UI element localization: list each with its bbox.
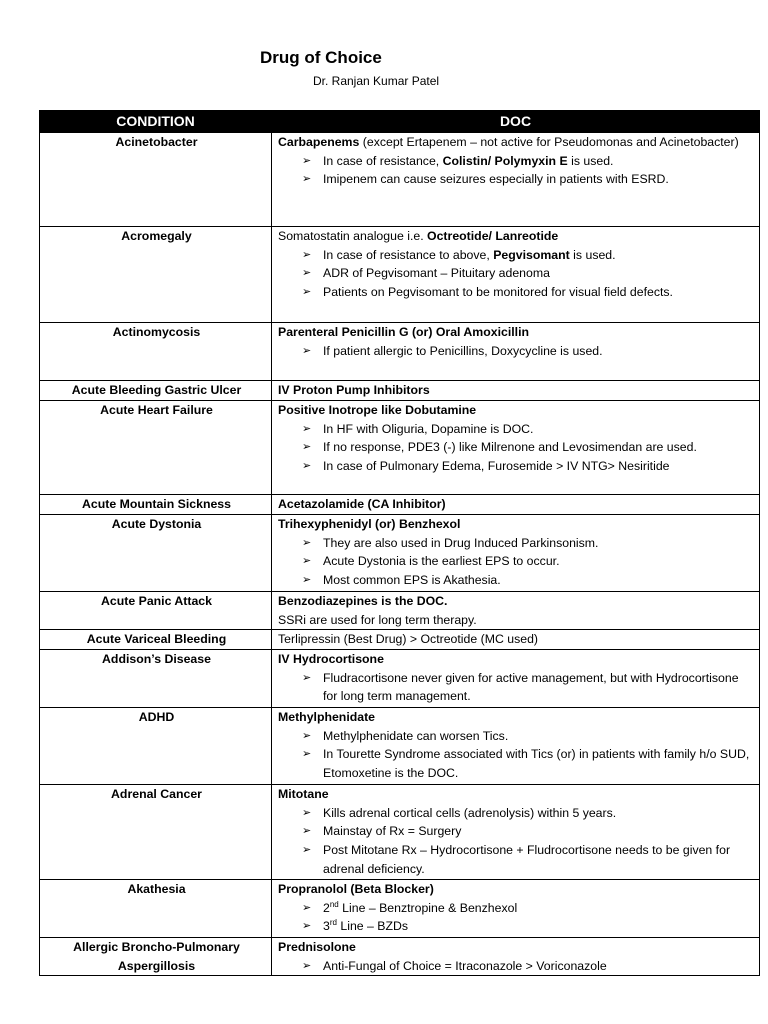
- text-run: Anti-Fungal of Choice = Itraconazole > Voriconazole: [323, 958, 607, 973]
- list-item: [302, 822, 755, 841]
- text-run: Mainstay of Rx = Surgery: [323, 824, 462, 839]
- condition-cell: Actinomycosis: [40, 323, 272, 381]
- table-row: [40, 650, 760, 708]
- condition-cell: ADHD: [40, 708, 272, 785]
- bold-text: Methylphenidate: [278, 710, 376, 725]
- doc-cell: [272, 650, 760, 708]
- bold-text: Parenteral Penicillin G (or) Oral Amoxicillin: [278, 325, 530, 339]
- bold-text: IV Hydrocortisone: [278, 652, 384, 667]
- doc-lead-text: [278, 785, 755, 804]
- doc-bullet-list: [278, 420, 755, 476]
- doc-cell: [272, 133, 760, 227]
- table-row: [40, 401, 760, 495]
- doc-lead-text: [278, 938, 755, 957]
- author-name: Dr. Ranjan Kumar Patel: [313, 74, 440, 88]
- page-title: Drug of Choice: [260, 48, 382, 67]
- arrow-bullet-icon: ➢: [302, 344, 312, 357]
- arrow-bullet-icon: ➢: [302, 441, 312, 454]
- doc-bullet-list: [278, 152, 755, 189]
- drug-of-choice-table: [39, 110, 760, 976]
- condition-cell: Acinetobacter: [40, 133, 272, 227]
- list-item: [302, 669, 755, 706]
- doc-cell: [272, 592, 760, 630]
- table-body: [40, 133, 760, 976]
- arrow-bullet-icon: ➢: [302, 671, 312, 684]
- condition-cell: Acute Mountain Sickness: [40, 495, 272, 515]
- column-header-condition: CONDITION: [40, 111, 272, 133]
- doc-lead-text: [278, 515, 755, 534]
- table-row: [40, 785, 760, 880]
- text-run: In case of resistance,: [323, 153, 443, 168]
- doc-lead-text: [278, 880, 755, 899]
- table-row: [40, 592, 760, 630]
- doc-bullet-list: [278, 727, 755, 783]
- doc-bullet-list: [278, 957, 755, 976]
- doc-lead-text: [278, 323, 755, 342]
- arrow-bullet-icon: ➢: [302, 806, 312, 819]
- bold-text: Benzodiazepines is the DOC.: [278, 594, 448, 608]
- condition-cell: Acromegaly: [40, 227, 272, 323]
- bold-text: Octreotide/ Lanreotide: [427, 229, 559, 243]
- text-run: Line – BZDs: [336, 919, 409, 934]
- doc-cell: [272, 880, 760, 938]
- text-run: Terlipressin (Best Drug) > Octreotide (MC used): [278, 632, 539, 647]
- doc-bullet-list: [278, 669, 755, 706]
- list-item: [302, 899, 755, 918]
- text-run: SSRi are used for long term therapy.: [278, 612, 477, 627]
- table-row: [40, 381, 760, 401]
- condition-cell: Acute Variceal Bleeding: [40, 630, 272, 650]
- table-row: [40, 880, 760, 938]
- text-run: Fludracortisone never given for active management, but with Hydrocortisone for long term management.: [323, 670, 739, 704]
- arrow-bullet-icon: ➢: [302, 729, 312, 742]
- condition-cell: Acute Bleeding Gastric Ulcer: [40, 381, 272, 401]
- doc-lead-text: [278, 227, 755, 246]
- doc-lead-text: [278, 630, 755, 649]
- arrow-bullet-icon: ➢: [302, 901, 312, 914]
- text-run: 3: [323, 919, 330, 934]
- table-row: [40, 495, 760, 515]
- column-header-doc: DOC: [272, 111, 760, 133]
- table-row: [40, 133, 760, 227]
- text-run: 2: [323, 900, 330, 915]
- text-run: In case of Pulmonary Edema, Furosemide > IV NTG> Nesiritide: [323, 458, 670, 473]
- arrow-bullet-icon: ➢: [302, 173, 312, 186]
- bold-text: IV Proton Pump Inhibitors: [278, 383, 430, 397]
- list-item: [302, 745, 755, 782]
- text-run: Patients on Pegvisomant to be monitored for visual field defects.: [323, 284, 673, 299]
- text-run: Methylphenidate can worsen Tics.: [323, 728, 509, 743]
- arrow-bullet-icon: ➢: [302, 154, 312, 167]
- arrow-bullet-icon: ➢: [302, 573, 312, 586]
- table-row: [40, 515, 760, 592]
- text-run: In Tourette Syndrome associated with Tics (or) in patients with family h/o SUD, Etomoxetine is the DOC.: [323, 747, 750, 780]
- arrow-bullet-icon: ➢: [302, 920, 312, 933]
- text-run: They are also used in Drug Induced Parkinsonism.: [323, 535, 599, 550]
- list-item: [302, 264, 755, 283]
- table-row: [40, 323, 760, 381]
- list-item: [302, 283, 755, 302]
- bold-text: Pegvisomant: [493, 247, 570, 262]
- arrow-bullet-icon: ➢: [302, 248, 312, 261]
- table-row: [40, 227, 760, 323]
- doc-cell: [272, 708, 760, 785]
- doc-bullet-list: [278, 246, 755, 302]
- text-run: is used.: [567, 153, 614, 168]
- text-run: In HF with Oliguria, Dopamine is DOC.: [323, 421, 534, 436]
- list-item: [302, 727, 755, 746]
- text-run: (except Ertapenem – not active for Pseudomonas and Acinetobacter): [359, 135, 739, 149]
- doc-bullet-list: [278, 899, 755, 936]
- doc-lead-text: [278, 592, 755, 611]
- list-item: [302, 534, 755, 553]
- doc-lead-text: [278, 650, 755, 669]
- bold-text: Propranolol (Beta Blocker): [278, 882, 434, 897]
- text-run: If no response, PDE3 (-) like Milrenone and Levosimendan are used.: [323, 440, 697, 455]
- bold-text: Prednisolone: [278, 940, 356, 955]
- arrow-bullet-icon: ➢: [302, 843, 312, 856]
- doc-cell: [272, 785, 760, 880]
- doc-lead-text: [278, 381, 755, 400]
- condition-cell: Acute Panic Attack: [40, 592, 272, 630]
- condition-cell: Acute Heart Failure: [40, 401, 272, 495]
- condition-cell: Addison’s Disease: [40, 650, 272, 708]
- condition-cell: Acute Dystonia: [40, 515, 272, 592]
- doc-cell: [272, 323, 760, 381]
- list-item: [302, 957, 755, 976]
- text-run: Kills adrenal cortical cells (adrenolysis) within 5 years.: [323, 805, 617, 820]
- doc-note-text: [278, 611, 755, 630]
- list-item: [302, 246, 755, 265]
- superscript-text: nd: [329, 899, 339, 909]
- arrow-bullet-icon: ➢: [302, 748, 312, 761]
- list-item: [302, 457, 755, 476]
- table-row: [40, 630, 760, 650]
- text-run: ADR of Pegvisomant – Pituitary adenoma: [323, 266, 550, 281]
- text-run: If patient allergic to Penicillins, Doxycycline is used.: [323, 343, 603, 358]
- bold-text: Positive Inotrope like Dobutamine: [278, 403, 477, 417]
- text-run: Acute Dystonia is the earliest EPS to occur.: [323, 554, 560, 569]
- doc-cell: [272, 401, 760, 495]
- arrow-bullet-icon: ➢: [302, 459, 312, 472]
- doc-lead-text: [278, 495, 755, 514]
- arrow-bullet-icon: ➢: [302, 825, 312, 838]
- list-item: [302, 342, 755, 361]
- table-row: [40, 708, 760, 785]
- bold-text: Acetazolamide (CA Inhibitor): [278, 497, 446, 511]
- list-item: [302, 571, 755, 590]
- bold-text: Carbapenems: [278, 135, 360, 149]
- list-item: [302, 170, 755, 189]
- text-run: is used.: [569, 247, 616, 262]
- text-run: Somatostatin analogue i.e.: [278, 229, 428, 243]
- doc-bullet-list: [278, 342, 755, 361]
- superscript-text: rd: [329, 918, 337, 928]
- text-run: In case of resistance to above,: [323, 247, 494, 262]
- condition-cell: Adrenal Cancer: [40, 785, 272, 880]
- doc-bullet-list: [278, 534, 755, 590]
- bold-text: Mitotane: [278, 787, 329, 802]
- table-row: [40, 938, 760, 976]
- bold-text: Trihexyphenidyl (or) Benzhexol: [278, 517, 461, 531]
- bold-text: Colistin/ Polymyxin E: [442, 153, 568, 168]
- doc-cell: [272, 630, 760, 650]
- arrow-bullet-icon: ➢: [302, 422, 312, 435]
- list-item: [302, 917, 755, 936]
- doc-cell: [272, 938, 760, 976]
- doc-cell: [272, 515, 760, 592]
- list-item: [302, 420, 755, 439]
- doc-cell: [272, 227, 760, 323]
- list-item: [302, 841, 755, 878]
- list-item: [302, 152, 755, 171]
- list-item: [302, 804, 755, 823]
- condition-cell: Allergic Broncho-Pulmonary Aspergillosis: [40, 938, 272, 976]
- doc-cell: [272, 495, 760, 515]
- doc-lead-text: [278, 133, 755, 152]
- text-run: Post Mitotane Rx – Hydrocortisone + Fludrocortisone needs to be given for adrenal deficiency.: [323, 842, 731, 876]
- text-run: Most common EPS is Akathesia.: [323, 572, 501, 587]
- arrow-bullet-icon: ➢: [302, 267, 312, 280]
- condition-cell: Akathesia: [40, 880, 272, 938]
- table-header-row: [40, 111, 760, 133]
- text-run: Imipenem can cause seizures especially in patients with ESRD.: [323, 172, 669, 187]
- arrow-bullet-icon: ➢: [302, 285, 312, 298]
- doc-cell: [272, 381, 760, 401]
- text-run: Line – Benztropine & Benzhexol: [338, 900, 518, 915]
- arrow-bullet-icon: ➢: [302, 959, 312, 972]
- doc-lead-text: [278, 401, 755, 420]
- list-item: [302, 552, 755, 571]
- arrow-bullet-icon: ➢: [302, 555, 312, 568]
- doc-bullet-list: [278, 804, 755, 878]
- list-item: [302, 438, 755, 457]
- doc-lead-text: [278, 708, 755, 727]
- arrow-bullet-icon: ➢: [302, 536, 312, 549]
